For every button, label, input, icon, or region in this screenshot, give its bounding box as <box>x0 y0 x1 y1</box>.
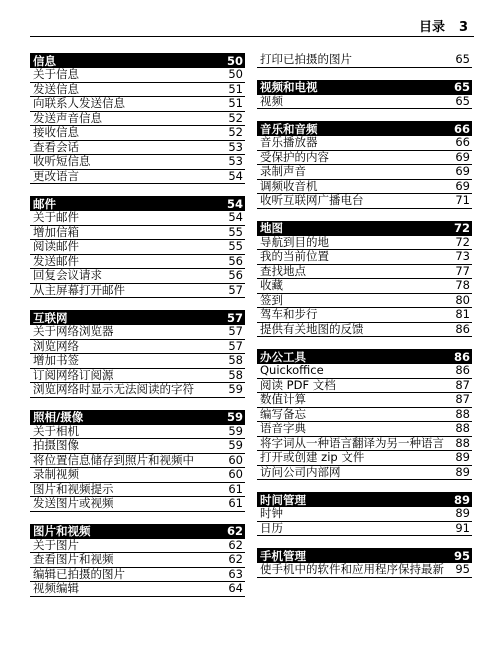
entry-title: 浏览网络 <box>33 338 79 353</box>
toc-section <box>30 196 245 298</box>
toc-entry[interactable] <box>30 269 245 284</box>
section-title: 互联网 <box>33 310 68 325</box>
entry-title: 订阅网络订阅源 <box>33 367 114 382</box>
entry-title: 图片和视频提示 <box>33 481 114 496</box>
entry-title: 收藏 <box>260 278 283 292</box>
section-page-number: 86 <box>453 349 470 364</box>
section-heading[interactable] <box>257 121 472 136</box>
entry-page-number: 89 <box>455 450 470 464</box>
toc-entry[interactable] <box>30 226 245 241</box>
entry-page-number: 57 <box>228 282 243 297</box>
entry-page-number: 63 <box>228 566 243 581</box>
toc-title: 目录 <box>418 20 445 35</box>
toc-entry[interactable] <box>257 95 472 110</box>
entry-page-number: 86 <box>455 321 470 336</box>
entry-page-number: 62 <box>228 537 243 552</box>
entry-title: 关于信息 <box>33 67 79 81</box>
toc-entry[interactable] <box>257 507 472 522</box>
toc-right-column <box>257 53 472 590</box>
toc-entry[interactable] <box>30 454 245 469</box>
toc-entry[interactable] <box>257 437 472 452</box>
section-heading[interactable] <box>30 524 245 539</box>
toc-section <box>257 53 472 68</box>
entry-page-number: 53 <box>228 154 243 168</box>
section-heading[interactable] <box>257 80 472 95</box>
entry-title: 将位置信息储存到照片和视频中 <box>33 452 194 467</box>
toc-entry[interactable] <box>30 483 245 498</box>
toc-entry[interactable] <box>30 553 245 568</box>
entry-page-number: 73 <box>455 249 470 263</box>
entry-title: Quickoffice <box>260 363 324 377</box>
toc-entry[interactable] <box>257 279 472 294</box>
toc-entry[interactable] <box>257 194 472 209</box>
entry-title: 使手机中的软件和应用程序保持最新 <box>260 562 444 576</box>
section-title: 照相/摄像 <box>33 410 84 424</box>
entry-title: 从主屏幕打开邮件 <box>33 282 125 297</box>
entry-page-number: 65 <box>455 52 470 66</box>
entry-page-number: 86 <box>455 363 470 377</box>
entry-page-number: 89 <box>455 506 470 520</box>
entry-page-number: 65 <box>455 93 470 108</box>
section-heading[interactable] <box>30 310 245 325</box>
section-title: 邮件 <box>33 196 56 211</box>
entry-page-number: 89 <box>455 464 470 479</box>
toc-entry[interactable] <box>30 369 245 384</box>
toc-entry[interactable] <box>257 53 472 68</box>
page-header <box>419 16 468 35</box>
entry-title: 我的当前位置 <box>260 249 329 263</box>
section-title: 时间管理 <box>260 492 306 507</box>
header-rule <box>30 36 474 37</box>
toc-entry[interactable] <box>257 451 472 466</box>
entry-title: 数值计算 <box>260 392 306 406</box>
entry-title: 发送邮件 <box>33 253 79 268</box>
toc-section <box>30 53 245 184</box>
toc-section <box>30 310 245 398</box>
entry-page-number: 95 <box>455 562 470 576</box>
entry-title: 关于图片 <box>33 537 79 552</box>
section-title: 办公工具 <box>260 349 306 364</box>
entry-page-number: 71 <box>455 193 470 207</box>
entry-title: 浏览网络时显示无法阅读的字符 <box>33 382 194 396</box>
entry-title: 收听互联网广播电台 <box>260 193 364 207</box>
entry-page-number: 88 <box>455 435 470 450</box>
entry-page-number: 52 <box>228 110 243 125</box>
toc-entry[interactable] <box>30 83 245 98</box>
page-number: 3 <box>458 20 468 35</box>
section-page-number: 59 <box>226 410 243 424</box>
entry-page-number: 88 <box>455 421 470 435</box>
entry-page-number: 59 <box>228 438 243 452</box>
entry-page-number: 51 <box>228 81 243 96</box>
entry-page-number: 58 <box>228 367 243 382</box>
entry-title: 驾车和步行 <box>260 307 318 321</box>
entry-page-number: 56 <box>228 253 243 268</box>
entry-page-number: 66 <box>455 135 470 149</box>
entry-title: 发送图片或视频 <box>33 496 114 510</box>
toc-entry[interactable] <box>30 112 245 127</box>
toc-entry[interactable] <box>257 151 472 166</box>
entry-page-number: 57 <box>228 324 243 338</box>
entry-title: 音乐播放器 <box>260 135 318 149</box>
toc-entry[interactable] <box>30 170 245 185</box>
section-heading[interactable] <box>257 221 472 236</box>
section-heading[interactable] <box>257 492 472 507</box>
toc-entry[interactable] <box>30 141 245 156</box>
entry-title: 打开或创建 zip 文件 <box>260 450 365 464</box>
toc-entry[interactable] <box>257 393 472 408</box>
section-title: 图片和视频 <box>33 524 91 538</box>
toc-left-column <box>30 53 245 609</box>
section-page-number: 89 <box>453 492 470 507</box>
section-title: 地图 <box>260 221 283 235</box>
toc-entry[interactable] <box>30 383 245 398</box>
toc-entry[interactable] <box>257 408 472 423</box>
toc-entry[interactable] <box>30 284 245 299</box>
toc-section <box>257 80 472 110</box>
toc-entry[interactable] <box>30 568 245 583</box>
toc-entry[interactable] <box>257 236 472 251</box>
toc-entry[interactable] <box>30 354 245 369</box>
toc-entry[interactable] <box>257 250 472 265</box>
entry-page-number: 81 <box>455 307 470 321</box>
entry-title: 编辑已拍摄的图片 <box>33 566 125 581</box>
toc-section <box>30 410 245 512</box>
toc-entry[interactable] <box>30 255 245 270</box>
toc-section <box>257 221 472 338</box>
toc-section <box>30 524 245 597</box>
section-heading[interactable] <box>257 349 472 364</box>
toc-entry[interactable] <box>257 323 472 338</box>
section-page-number: 50 <box>226 53 243 68</box>
entry-title: 导航到目的地 <box>260 234 329 249</box>
toc-section <box>257 548 472 578</box>
entry-title: 视频 <box>260 93 283 108</box>
entry-page-number: 72 <box>455 234 470 249</box>
toc-entry[interactable] <box>257 364 472 379</box>
section-heading[interactable] <box>257 548 472 563</box>
toc-entry[interactable] <box>257 422 472 437</box>
entry-title: 打印已拍摄的图片 <box>260 52 352 66</box>
entry-page-number: 87 <box>455 392 470 406</box>
section-page-number: 57 <box>226 310 243 325</box>
toc-entry[interactable] <box>30 468 245 483</box>
entry-page-number: 80 <box>455 292 470 307</box>
toc-entry[interactable] <box>30 126 245 141</box>
entry-title: 语音字典 <box>260 421 306 435</box>
toc-entry[interactable] <box>30 582 245 597</box>
toc-entry[interactable] <box>257 379 472 394</box>
section-title: 手机管理 <box>260 548 306 563</box>
entry-page-number: 53 <box>228 139 243 154</box>
entry-page-number: 60 <box>228 452 243 467</box>
toc-entry[interactable] <box>257 294 472 309</box>
section-heading[interactable] <box>30 53 245 68</box>
entry-title: 访问公司内部网 <box>260 464 341 479</box>
toc-entry[interactable] <box>30 240 245 255</box>
toc-entry[interactable] <box>257 563 472 578</box>
section-page-number: 54 <box>226 196 243 211</box>
entry-page-number: 61 <box>228 496 243 510</box>
entry-title: 提供有关地图的反馈 <box>260 321 364 336</box>
toc-entry[interactable] <box>30 439 245 454</box>
entry-title: 发送信息 <box>33 81 79 96</box>
entry-page-number: 91 <box>455 520 470 535</box>
entry-page-number: 78 <box>455 278 470 292</box>
toc-entry[interactable] <box>30 539 245 554</box>
toc-entry[interactable] <box>30 497 245 512</box>
entry-page-number: 51 <box>228 96 243 110</box>
entry-page-number: 60 <box>228 467 243 481</box>
entry-page-number: 61 <box>228 481 243 496</box>
entry-title: 查看会话 <box>33 139 79 154</box>
entry-title: 关于相机 <box>33 423 79 438</box>
entry-page-number: 69 <box>455 149 470 164</box>
section-page-number: 72 <box>453 221 470 235</box>
entry-title: 视频编辑 <box>33 581 79 595</box>
entry-title: 查看图片和视频 <box>33 552 114 566</box>
toc-entry[interactable] <box>30 325 245 340</box>
toc-entry[interactable] <box>257 308 472 323</box>
toc-section <box>257 492 472 536</box>
entry-page-number: 54 <box>228 168 243 183</box>
entry-title: 向联系人发送信息 <box>33 96 125 110</box>
entry-page-number: 56 <box>228 268 243 282</box>
entry-title: 回复会议请求 <box>33 268 102 282</box>
entry-title: 收听短信息 <box>33 154 91 168</box>
entry-title: 时钟 <box>260 506 283 520</box>
entry-page-number: 64 <box>228 581 243 595</box>
entry-page-number: 59 <box>228 382 243 396</box>
entry-title: 查找地点 <box>260 263 306 278</box>
toc-entry[interactable] <box>257 265 472 280</box>
entry-page-number: 55 <box>228 224 243 239</box>
entry-title: 阅读 PDF 文档 <box>260 377 336 392</box>
section-heading[interactable] <box>30 196 245 211</box>
toc-entry[interactable] <box>30 97 245 112</box>
toc-entry[interactable] <box>257 165 472 180</box>
entry-page-number: 69 <box>455 178 470 193</box>
toc-entry[interactable] <box>30 340 245 355</box>
entry-title: 调频收音机 <box>260 178 318 193</box>
entry-title: 将字词从一种语言翻译为另一种语言 <box>260 435 444 450</box>
entry-page-number: 87 <box>455 377 470 392</box>
entry-title: 增加书签 <box>33 353 79 367</box>
entry-title: 更改语言 <box>33 168 79 183</box>
section-page-number: 65 <box>453 80 470 94</box>
entry-page-number: 57 <box>228 338 243 353</box>
entry-page-number: 62 <box>228 552 243 566</box>
toc-entry[interactable] <box>257 466 472 481</box>
section-title: 音乐和音频 <box>260 121 318 136</box>
section-page-number: 62 <box>226 524 243 538</box>
entry-title: 关于邮件 <box>33 210 79 224</box>
entry-title: 接收信息 <box>33 125 79 139</box>
entry-title: 发送声音信息 <box>33 110 102 125</box>
entry-title: 增加信箱 <box>33 224 79 239</box>
toc-entry[interactable] <box>257 136 472 151</box>
entry-title: 编写备忘 <box>260 406 306 421</box>
entry-page-number: 88 <box>455 406 470 421</box>
toc-entry[interactable] <box>30 425 245 440</box>
entry-title: 签到 <box>260 292 283 307</box>
section-page-number: 66 <box>453 121 470 136</box>
entry-title: 录制声音 <box>260 164 306 178</box>
toc-entry[interactable] <box>30 68 245 83</box>
toc-entry[interactable] <box>257 522 472 537</box>
entry-title: 关于网络浏览器 <box>33 324 114 338</box>
entry-title: 录制视频 <box>33 467 79 481</box>
toc-entry[interactable] <box>30 211 245 226</box>
entry-page-number: 69 <box>455 164 470 178</box>
entry-title: 阅读邮件 <box>33 239 79 253</box>
section-title: 信息 <box>33 53 56 68</box>
entry-page-number: 54 <box>228 210 243 224</box>
section-heading[interactable] <box>30 410 245 425</box>
entry-title: 受保护的内容 <box>260 149 329 164</box>
entry-page-number: 77 <box>455 263 470 278</box>
toc-entry[interactable] <box>30 155 245 170</box>
section-page-number: 95 <box>453 548 470 563</box>
entry-page-number: 59 <box>228 423 243 438</box>
entry-page-number: 55 <box>228 239 243 253</box>
toc-section <box>257 121 472 209</box>
toc-entry[interactable] <box>257 180 472 195</box>
entry-page-number: 50 <box>228 67 243 81</box>
entry-title: 日历 <box>260 520 283 535</box>
entry-title: 拍摄图像 <box>33 438 79 452</box>
section-title: 视频和电视 <box>260 80 318 94</box>
entry-page-number: 58 <box>228 353 243 367</box>
toc-section <box>257 349 472 480</box>
entry-page-number: 52 <box>228 125 243 139</box>
